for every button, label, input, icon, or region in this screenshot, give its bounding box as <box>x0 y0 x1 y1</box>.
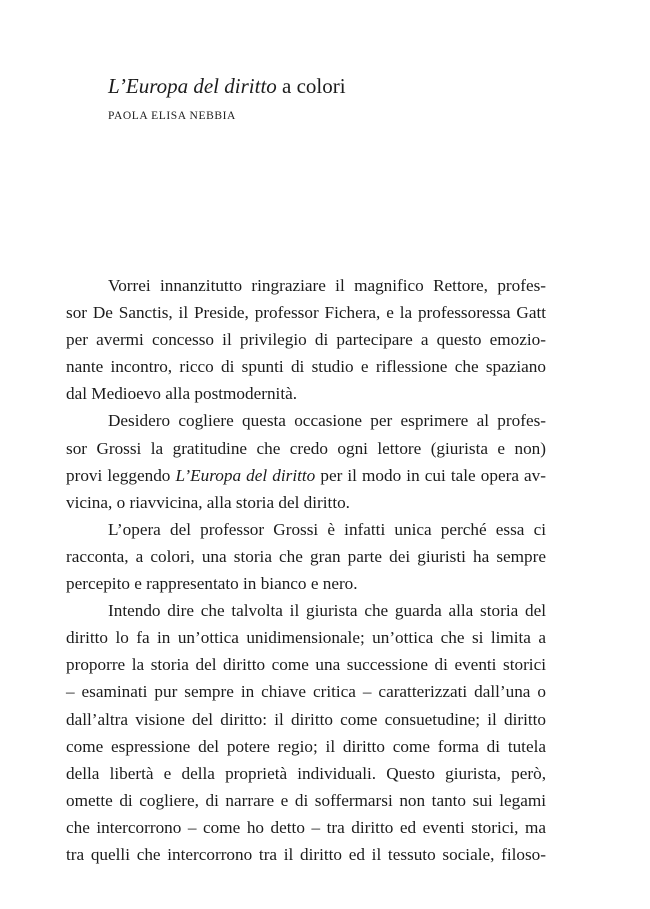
text-line-part: provi leggendo <box>66 465 176 485</box>
text-line: vicina, o riavvicina, alla storia del diritto. <box>66 492 350 512</box>
text-line: L’opera del professor Grossi è infatti unica perché essa ci <box>108 519 546 539</box>
text-line: per avermi concesso il privilegio di partecipare a questo emozio- <box>66 330 546 350</box>
text-line: racconta, a colori, una storia che gran parte dei giuristi ha sempre <box>66 546 546 566</box>
text-line: sor Grossi la gratitudine che credo ogni lettore (giurista e non) <box>66 438 546 458</box>
text-line: Desidero cogliere questa occasione per esprimere al profes- <box>108 411 546 431</box>
text-line: proporre la storia del diritto come una successione di eventi storici <box>66 655 546 675</box>
text-line: che intercorrono – come ho detto – tra diritto ed eventi storici, ma <box>66 817 546 837</box>
text-line: come espressione del potere regio; il diritto come forma di tutela <box>66 736 546 756</box>
text-line: della libertà e della proprietà individuali. Questo giurista, però, <box>66 763 546 783</box>
text-line: percepito e rappresentato in bianco e nero. <box>66 574 358 594</box>
text-line-part: per il modo in cui tale opera av- <box>315 465 546 485</box>
text-line: dall’altra visione del diritto: il diritto come consuetudine; il diritto <box>66 709 546 729</box>
text-line: omette di cogliere, di narrare e di soffermarsi non tanto sui legami <box>66 790 546 810</box>
chapter-title-rest: a colori <box>276 74 346 98</box>
body-text <box>66 272 546 868</box>
text-line: diritto lo fa in un’ottica unidimensionale; un’ottica che si limita a <box>66 628 546 648</box>
text-line: sor De Sanctis, il Preside, professor Fichera, e la professoressa Gatt <box>66 303 546 323</box>
chapter-title-italic: L’Europa del diritto <box>108 74 277 98</box>
text-line: nante incontro, ricco di spunti di studio e riflessione che spaziano <box>66 357 546 377</box>
chapter-title <box>108 72 346 100</box>
author-name: PAOLA ELISA NEBBIA <box>108 110 236 122</box>
text-line: – esaminati pur sempre in chiave critica – caratterizzati dall’una o <box>66 682 546 702</box>
text-line <box>66 462 546 489</box>
text-line: Intendo dire che talvolta il giurista che guarda alla storia del <box>108 601 546 621</box>
text-line: tra quelli che intercorrono tra il diritto ed il tessuto sociale, filoso- <box>66 844 546 864</box>
text-line: dal Medioevo alla postmodernità. <box>66 384 298 404</box>
text-line: Vorrei innanzitutto ringraziare il magnifico Rettore, profes- <box>108 276 546 295</box>
book-title-italic: L’Europa del diritto <box>175 465 316 485</box>
